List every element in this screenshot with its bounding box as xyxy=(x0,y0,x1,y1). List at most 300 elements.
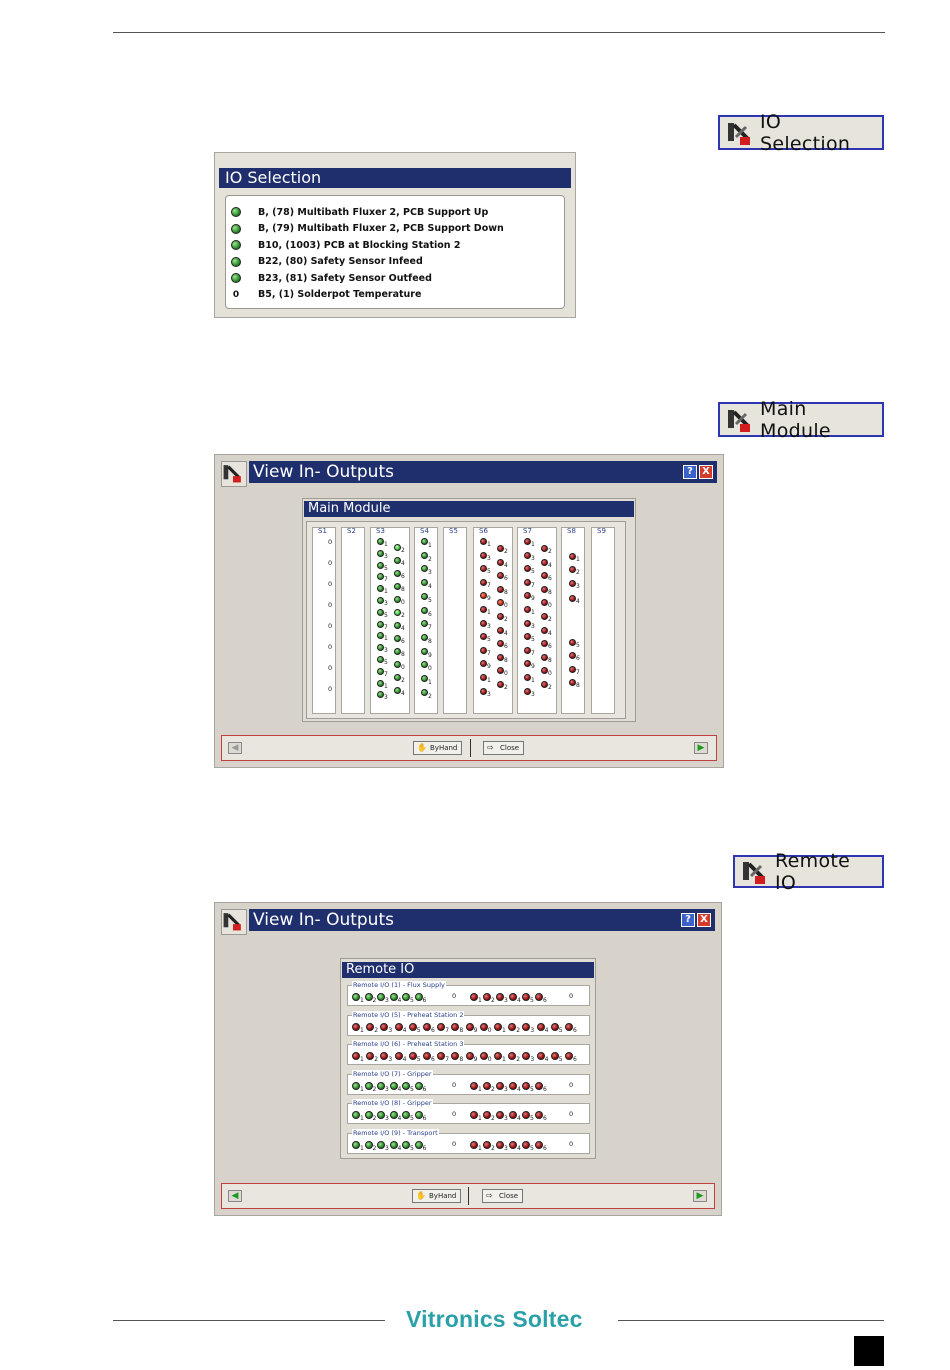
led-number: 3 xyxy=(504,997,508,1004)
led-number: 8 xyxy=(459,1056,464,1063)
led-green-icon xyxy=(365,1082,373,1090)
close-label: Close xyxy=(499,1192,519,1200)
s3-left-led xyxy=(377,538,384,545)
led-number: 3 xyxy=(385,1115,389,1122)
s7-left-number: 5 xyxy=(531,568,535,576)
led-red-icon xyxy=(366,1023,374,1031)
s7-right-number: 2 xyxy=(548,616,552,623)
byhand-label: ByHand xyxy=(430,744,458,752)
io-row xyxy=(230,270,432,286)
s6-left-led xyxy=(480,552,487,559)
led-red-icon xyxy=(380,1052,388,1060)
brand-logo: Vitronics Soltec xyxy=(406,1306,583,1332)
s6-left-number: 9 xyxy=(487,663,491,671)
s6-left-number: 7 xyxy=(487,581,491,589)
led-red-icon xyxy=(509,1111,517,1119)
led-number: 1 xyxy=(502,1056,506,1063)
s3-right-led xyxy=(394,687,401,694)
led-green-icon xyxy=(231,240,241,250)
window-title-bar xyxy=(249,909,715,931)
led-green-icon xyxy=(352,1082,360,1090)
led-number: 5 xyxy=(416,1056,421,1063)
s7-left-led xyxy=(524,674,531,681)
led-number: 3 xyxy=(385,1085,389,1093)
led-red-icon xyxy=(483,1082,491,1090)
s3-right-led xyxy=(394,609,401,616)
io-slot xyxy=(591,527,615,714)
s7-right-number: 4 xyxy=(548,629,552,637)
s3-left-number: 7 xyxy=(384,623,388,631)
led-red-icon xyxy=(352,1023,360,1031)
s1-value: 0 xyxy=(328,580,333,588)
s3-left-number: 1 xyxy=(384,635,388,643)
s7-left-number: 1 xyxy=(531,677,535,684)
s6-left-led xyxy=(480,674,487,681)
s3-left-led xyxy=(377,550,384,557)
led-red-icon xyxy=(437,1023,445,1031)
led-number: 4 xyxy=(517,1115,521,1122)
led-number: 0 xyxy=(487,1026,492,1034)
s4-number: 8 xyxy=(428,637,432,645)
led-number: 1 xyxy=(360,1085,364,1093)
led-green-icon xyxy=(402,1141,410,1149)
led-number: 4 xyxy=(544,1026,549,1034)
io-row-label: B23, (81) Safety Sensor Outfeed xyxy=(258,272,432,284)
s6-right-number: 2 xyxy=(504,684,508,691)
s8-led xyxy=(569,580,576,587)
s7-right-number: 0 xyxy=(548,670,552,678)
led-number: 6 xyxy=(573,1056,577,1063)
led-green-icon xyxy=(390,1082,398,1090)
s3-right-number: 4 xyxy=(401,560,405,567)
led-number: 3 xyxy=(385,1144,389,1152)
led-red-icon xyxy=(470,1082,478,1090)
led-green-icon xyxy=(390,1141,398,1149)
s1-value: 0 xyxy=(328,664,333,672)
s6-right-led xyxy=(497,627,504,634)
s8-led xyxy=(569,652,576,659)
slot-label: S7 xyxy=(523,527,532,535)
s7-left-led xyxy=(524,606,531,613)
s7-left-number: 1 xyxy=(531,609,535,616)
led-red-icon xyxy=(535,993,543,1001)
s7-right-led xyxy=(541,613,548,620)
remote-io-group-label: Remote I/O (8) - Gripper xyxy=(353,1099,432,1107)
s4-number: 2 xyxy=(428,692,432,700)
s6-left-number: 9 xyxy=(487,595,491,603)
led-number: 2 xyxy=(374,1026,379,1034)
led-red-icon xyxy=(508,1052,516,1060)
s3-left-number: 3 xyxy=(384,647,388,655)
s7-left-number: 9 xyxy=(531,595,535,603)
s8-led xyxy=(569,595,576,602)
s7-right-number: 2 xyxy=(548,548,552,555)
s3-right-number: 0 xyxy=(401,599,405,606)
io-tool-icon xyxy=(726,406,754,434)
led-red-icon xyxy=(366,1052,374,1060)
remote-io-button[interactable] xyxy=(733,849,884,894)
led-number: 1 xyxy=(478,1115,482,1122)
io-selection-title: IO Selection xyxy=(219,168,571,188)
s3-right-number: 4 xyxy=(401,625,405,632)
s7-right-number: 6 xyxy=(548,575,552,583)
s4-number: 2 xyxy=(428,555,432,563)
led-number: 3 xyxy=(504,1085,508,1093)
s3-right-number: 6 xyxy=(401,638,405,645)
slot-label: S5 xyxy=(449,527,458,535)
s3-right-number: 2 xyxy=(401,612,405,619)
led-red-icon xyxy=(470,993,478,1001)
remote-io-group xyxy=(347,981,590,1006)
io-selection-button[interactable] xyxy=(718,110,884,155)
io-selection-button-label: IO Selection xyxy=(760,110,851,155)
led-green-icon xyxy=(352,1111,360,1119)
s6-left-led xyxy=(480,647,487,654)
io-row xyxy=(230,237,460,253)
s3-left-led xyxy=(377,668,384,675)
footer-separator xyxy=(470,739,471,757)
s6-right-number: 2 xyxy=(504,548,508,555)
s6-right-number: 4 xyxy=(504,561,508,569)
led-green-icon xyxy=(402,993,410,1001)
led-green-icon xyxy=(365,1111,373,1119)
s3-right-number: 8 xyxy=(401,586,405,593)
s3-left-number: 1 xyxy=(384,682,388,690)
remote-io-title: Remote IO xyxy=(342,962,594,978)
remote-io-group-label: Remote I/O (1) - Flux Supply xyxy=(353,981,445,989)
led-green-icon xyxy=(415,993,423,1001)
input-value: 0 xyxy=(452,1110,457,1118)
close-icon[interactable]: X xyxy=(697,913,711,927)
s6-left-led xyxy=(480,688,487,695)
led-number: 4 xyxy=(397,1085,402,1093)
s4-number: 4 xyxy=(428,583,432,591)
led-number: 6 xyxy=(422,1115,427,1122)
input-value: 0 xyxy=(452,1080,457,1089)
s3-left-number: 5 xyxy=(384,611,388,619)
led-red-icon xyxy=(522,1082,530,1090)
s6-right-led xyxy=(497,545,504,552)
close-label: Close xyxy=(500,744,520,752)
main-module-button[interactable] xyxy=(718,397,884,442)
led-number: 7 xyxy=(445,1026,450,1034)
remote-io-group-label: Remote I/O (6) - Preheat Station 3 xyxy=(353,1040,464,1048)
s6-right-led xyxy=(497,613,504,620)
remote-io-group xyxy=(347,1069,590,1095)
s6-left-led xyxy=(480,579,487,586)
led-red-icon xyxy=(395,1052,403,1060)
main-module-button-label: Main Module xyxy=(760,397,831,442)
s6-left-number: 3 xyxy=(487,554,491,562)
s3-left-led xyxy=(377,597,384,604)
remote-io-group xyxy=(347,1010,590,1036)
s3-right-led xyxy=(394,544,401,551)
led-red-icon xyxy=(352,1052,360,1060)
io-row-indicator xyxy=(230,273,242,283)
io-tool-icon xyxy=(726,119,754,147)
led-number: 2 xyxy=(374,1056,379,1063)
led-green-icon xyxy=(352,1141,360,1149)
led-red-icon xyxy=(565,1052,573,1060)
led-red-icon xyxy=(522,1023,530,1031)
led-green-icon xyxy=(365,993,373,1001)
io-row-indicator xyxy=(230,207,242,217)
footer-separator xyxy=(468,1187,469,1205)
s1-value: 0 xyxy=(328,643,333,651)
led-number: 6 xyxy=(431,1056,435,1063)
led-number: 1 xyxy=(478,1144,482,1152)
led-number: 4 xyxy=(397,997,402,1004)
s3-left-led xyxy=(377,656,384,663)
led-red-icon xyxy=(380,1023,388,1031)
s7-right-number: 2 xyxy=(548,684,552,691)
led-red-icon xyxy=(537,1023,545,1031)
led-red-icon xyxy=(565,1023,573,1031)
s6-right-number: 2 xyxy=(504,616,508,623)
s4-number: 9 xyxy=(428,651,432,659)
s4-led xyxy=(421,689,428,696)
led-number: 3 xyxy=(385,997,389,1004)
s3-right-led xyxy=(394,674,401,681)
s3-left-number: 1 xyxy=(384,541,388,548)
led-number: 5 xyxy=(558,1026,563,1034)
io-row xyxy=(230,204,488,220)
s7-right-number: 6 xyxy=(548,643,552,651)
led-number: 2 xyxy=(491,1115,495,1122)
led-number: 4 xyxy=(397,1144,402,1152)
remote-io-button-label: Remote IO xyxy=(775,849,851,894)
s7-left-led xyxy=(524,579,531,586)
s3-left-number: 7 xyxy=(384,576,388,584)
io-row-indicator xyxy=(230,257,242,267)
led-red-icon xyxy=(522,1111,530,1119)
s3-left-number: 3 xyxy=(384,552,388,560)
s8-number: 1 xyxy=(576,556,580,563)
led-green-icon xyxy=(377,1082,385,1090)
led-green-icon xyxy=(415,1141,423,1149)
io-row-label: B5, (1) Solderpot Temperature xyxy=(258,289,422,300)
s6-left-number: 1 xyxy=(487,541,491,548)
s8-led xyxy=(569,666,576,673)
led-red-icon xyxy=(395,1023,403,1031)
led-number: 5 xyxy=(416,1026,421,1034)
led-number: 4 xyxy=(402,1056,407,1063)
s3-right-led xyxy=(394,570,401,577)
led-number: 5 xyxy=(410,1115,414,1122)
led-red-icon xyxy=(483,993,491,1001)
led-number: 6 xyxy=(573,1026,577,1034)
s8-led xyxy=(569,639,576,646)
led-number: 5 xyxy=(530,1115,534,1122)
led-number: 6 xyxy=(543,1144,547,1152)
s7-left-led xyxy=(524,538,531,545)
s6-left-number: 5 xyxy=(487,568,491,576)
s3-left-number: 5 xyxy=(384,659,388,666)
led-red-icon xyxy=(509,1141,517,1149)
s4-led xyxy=(421,634,428,641)
led-green-icon xyxy=(377,1141,385,1149)
s3-left-number: 7 xyxy=(384,670,388,678)
s7-left-number: 7 xyxy=(531,581,535,589)
led-red-icon xyxy=(451,1023,459,1031)
s8-led xyxy=(569,679,576,686)
s6-right-number: 8 xyxy=(504,656,508,664)
led-red-icon xyxy=(423,1052,431,1060)
close-button[interactable] xyxy=(482,1189,523,1203)
led-number: 6 xyxy=(543,1085,547,1093)
remote-io-group-label: Remote I/O (5) - Preheat Station 2 xyxy=(353,1010,464,1019)
byhand-button[interactable] xyxy=(412,1189,461,1203)
byhand-button[interactable] xyxy=(413,741,462,755)
slot-label: S4 xyxy=(420,527,429,535)
s4-number: 6 xyxy=(428,610,432,618)
remote-io-group-label: Remote I/O (9) - Transport xyxy=(353,1128,438,1137)
arrow-left-icon[interactable]: ◀ xyxy=(228,742,242,754)
window-footer xyxy=(221,735,717,761)
led-red-icon xyxy=(537,1052,545,1060)
led-number: 5 xyxy=(530,997,534,1004)
s8-number: 7 xyxy=(576,669,580,676)
s1-value: 0 xyxy=(328,601,333,609)
window-footer xyxy=(221,1183,715,1209)
s8-led xyxy=(569,566,576,573)
s7-left-led xyxy=(524,552,531,559)
window-title: View In- Outputs xyxy=(253,462,394,482)
arrow-right-icon[interactable]: ▶ xyxy=(693,1190,707,1202)
s7-right-led xyxy=(541,586,548,593)
led-red-icon xyxy=(535,1082,543,1090)
s7-left-led xyxy=(524,620,531,627)
led-green-icon xyxy=(231,207,241,217)
s1-value: 0 xyxy=(328,538,333,546)
remote-io-group-label: Remote I/O (7) - Gripper xyxy=(353,1069,432,1078)
led-number: 4 xyxy=(544,1056,549,1063)
led-red-icon xyxy=(423,1023,431,1031)
s3-right-led xyxy=(394,596,401,603)
s8-number: 3 xyxy=(576,583,580,590)
led-number: 6 xyxy=(422,1085,427,1093)
led-green-icon xyxy=(415,1111,423,1119)
s7-right-number: 8 xyxy=(548,656,552,664)
io-row-value: 0 xyxy=(232,289,240,300)
led-red-icon xyxy=(451,1052,459,1060)
input-value: 0 xyxy=(452,992,457,1000)
help-icon[interactable]: ? xyxy=(683,465,697,479)
s6-right-led xyxy=(497,681,504,688)
s3-right-led xyxy=(394,583,401,590)
led-number: 4 xyxy=(517,997,521,1004)
s3-right-led xyxy=(394,648,401,655)
led-number: 0 xyxy=(487,1056,492,1063)
s6-right-number: 6 xyxy=(504,575,508,583)
led-green-icon xyxy=(231,224,241,234)
app-icon xyxy=(221,909,247,935)
s4-number: 5 xyxy=(428,596,432,604)
s7-left-number: 1 xyxy=(531,541,535,548)
led-red-icon xyxy=(480,1052,488,1060)
io-row-indicator xyxy=(230,240,242,250)
led-red-icon xyxy=(496,993,504,1001)
led-number: 2 xyxy=(491,997,495,1004)
io-row xyxy=(230,254,423,270)
page-marker xyxy=(854,1336,884,1366)
app-icon xyxy=(221,461,247,487)
s6-left-led xyxy=(480,620,487,627)
remote-io-group xyxy=(347,1099,590,1124)
led-red-icon xyxy=(535,1111,543,1119)
led-number: 4 xyxy=(402,1026,407,1034)
led-red-icon xyxy=(496,1082,504,1090)
footer-rule-right xyxy=(618,1320,884,1321)
s7-left-number: 3 xyxy=(531,622,535,630)
led-number: 2 xyxy=(491,1085,495,1093)
s7-left-led xyxy=(524,688,531,695)
help-icon[interactable]: ? xyxy=(681,913,695,927)
s3-left-number: 5 xyxy=(384,564,388,572)
io-row-label: B10, (1003) PCB at Blocking Station 2 xyxy=(258,239,461,251)
s8-number: 8 xyxy=(576,682,580,689)
led-number: 7 xyxy=(445,1056,450,1063)
s8-led xyxy=(569,553,576,560)
close-icon[interactable]: X xyxy=(699,465,713,479)
s6-left-led xyxy=(480,538,487,545)
led-red-icon xyxy=(522,1052,530,1060)
led-green-icon xyxy=(390,1111,398,1119)
s4-number: 1 xyxy=(428,679,432,686)
close-button[interactable] xyxy=(483,741,524,755)
arrow-right-icon[interactable]: ▶ xyxy=(694,742,708,754)
footer-rule-left xyxy=(113,1320,385,1321)
led-number: 2 xyxy=(372,1144,377,1152)
s1-value: 0 xyxy=(328,622,333,630)
slot-label: S3 xyxy=(376,527,385,535)
s6-right-number: 6 xyxy=(504,643,508,651)
led-number: 1 xyxy=(478,1085,482,1093)
io-slot xyxy=(312,527,336,714)
led-red-icon xyxy=(409,1023,417,1031)
exit-icon: ⇨ xyxy=(487,743,494,752)
led-number: 2 xyxy=(372,1115,377,1122)
led-green-icon xyxy=(390,993,398,1001)
led-number: 3 xyxy=(388,1026,393,1034)
s7-left-number: 3 xyxy=(531,690,535,698)
led-number: 6 xyxy=(422,997,427,1004)
s4-led xyxy=(421,648,428,655)
s3-left-led xyxy=(377,680,384,687)
s8-number: 4 xyxy=(576,598,580,605)
s8-number: 2 xyxy=(576,569,580,576)
io-row-label: B, (79) Multibath Fluxer 2, PCB Support Down xyxy=(258,223,504,234)
led-red-icon xyxy=(496,1141,504,1149)
led-red-icon xyxy=(409,1052,417,1060)
led-number: 5 xyxy=(558,1056,563,1063)
led-red-icon xyxy=(470,1111,478,1119)
led-red-icon xyxy=(483,1141,491,1149)
led-green-icon xyxy=(231,257,241,267)
s6-right-led xyxy=(497,654,504,661)
led-red-icon xyxy=(496,1111,504,1119)
output-value: 0 xyxy=(569,1110,574,1118)
s6-right-number: 0 xyxy=(504,602,508,610)
arrow-left-icon[interactable]: ◀ xyxy=(228,1190,242,1202)
io-row-indicator xyxy=(230,224,242,234)
led-number: 5 xyxy=(410,1144,414,1152)
led-number: 1 xyxy=(360,997,364,1004)
output-value: 0 xyxy=(569,992,574,1000)
io-slot xyxy=(341,527,365,714)
s6-left-number: 3 xyxy=(487,622,491,630)
slot-label: S1 xyxy=(318,527,327,535)
